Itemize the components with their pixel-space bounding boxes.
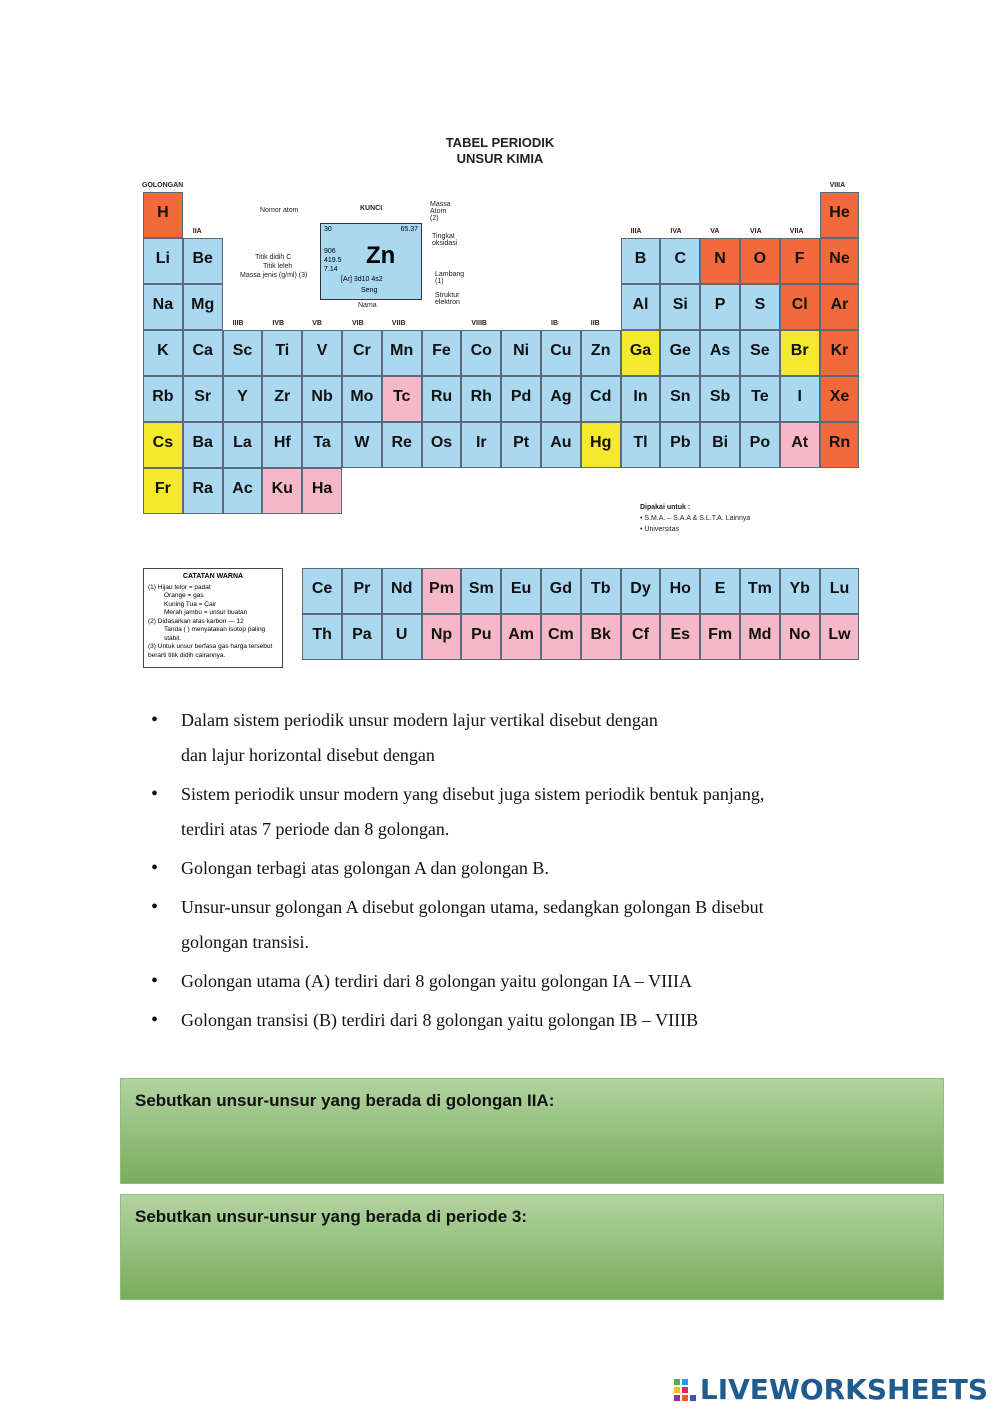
element-cell-ga	[621, 330, 661, 376]
element-symbol: Lu	[829, 580, 850, 597]
element-symbol: U	[395, 626, 408, 643]
element-cell-pb	[660, 422, 700, 468]
element-symbol: S	[754, 296, 766, 313]
element-cell-la	[223, 422, 263, 468]
element-symbol: Ha	[311, 480, 333, 497]
element-cell-yb	[780, 568, 820, 614]
element-symbol: Eu	[510, 580, 532, 597]
element-symbol: F	[794, 250, 805, 267]
element-symbol: K	[157, 342, 169, 359]
element-cell-lu	[820, 568, 860, 614]
element-cell-pu	[461, 614, 501, 660]
element-symbol: Pr	[353, 580, 371, 597]
element-symbol: Ta	[313, 434, 331, 451]
element-symbol: Pa	[352, 626, 372, 643]
element-symbol: Bi	[712, 434, 729, 451]
key-example-boiling: 906	[324, 248, 336, 255]
question-text: Sebutkan unsur-unsur yang berada di periode 3:	[135, 1207, 528, 1226]
bullet-text: terdiri atas 7 periode dan 8 golongan.	[181, 819, 450, 839]
element-cell-y	[223, 376, 263, 422]
usage-note: Dipakai untuk :	[640, 504, 691, 511]
table-title-line2: UNSUR KIMIA	[456, 151, 544, 166]
bullet-item	[145, 964, 865, 999]
element-cell-nd	[382, 568, 422, 614]
element-cell-sc	[223, 330, 263, 376]
group-label: IB	[551, 320, 558, 327]
group-label: IIA	[192, 228, 202, 235]
element-symbol: Th	[312, 626, 332, 643]
element-cell-si	[660, 284, 700, 330]
element-cell-au	[541, 422, 581, 468]
element-cell-hg	[581, 422, 621, 468]
element-cell-cr	[342, 330, 382, 376]
element-symbol: Yb	[789, 580, 810, 597]
element-cell-n	[700, 238, 740, 284]
element-symbol: Np	[430, 626, 453, 643]
legend-line: Merah jambu = unsur buatan	[164, 609, 248, 616]
element-cell-ac	[223, 468, 263, 514]
bullet-list	[145, 703, 865, 1042]
element-symbol: Sc	[232, 342, 253, 359]
legend-line: Kuning Tua = Cair	[164, 600, 217, 608]
legend-line: (1) Hijau telor = padat	[148, 583, 211, 591]
element-cell-np	[422, 614, 462, 660]
key-example-cell	[320, 223, 422, 300]
element-cell-eu	[501, 568, 541, 614]
element-symbol: Si	[672, 296, 688, 313]
bullet-text: dan lajur horizontal disebut dengan	[181, 745, 435, 765]
element-cell-cu	[541, 330, 581, 376]
group-label: IIIA	[630, 228, 642, 235]
element-cell-zn	[581, 330, 621, 376]
element-symbol: Cl	[791, 296, 808, 313]
element-cell-ti	[262, 330, 302, 376]
bullet-text: Sistem periodik unsur modern yang disebut juga sistem periodik bentuk panjang,	[181, 784, 765, 804]
element-symbol: Se	[750, 342, 770, 359]
element-cell-cs	[143, 422, 183, 468]
element-symbol: Kr	[830, 342, 849, 359]
element-cell-kr	[820, 330, 860, 376]
element-symbol: Y	[237, 388, 248, 405]
element-cell-be	[183, 238, 223, 284]
element-symbol: Li	[155, 250, 170, 267]
key-symbol-label: Lambang (1)	[435, 271, 465, 285]
bullet-item	[145, 851, 865, 886]
element-cell-rh	[461, 376, 501, 422]
element-symbol: Ba	[192, 434, 213, 451]
element-symbol: Sm	[468, 580, 494, 597]
element-symbol: Te	[751, 388, 769, 405]
element-cell-hf	[262, 422, 302, 468]
element-cell-ha	[302, 468, 342, 514]
answer-field-golongan-iia[interactable]	[135, 1117, 929, 1173]
bullet-text: Golongan terbagi atas golongan A dan golongan B.	[181, 858, 549, 878]
element-symbol: He	[829, 204, 850, 221]
element-cell-ru	[422, 376, 462, 422]
element-symbol: Tc	[392, 388, 411, 405]
element-symbol: Be	[192, 250, 213, 267]
element-cell-cf	[621, 614, 661, 660]
element-symbol: Bk	[590, 626, 611, 643]
element-symbol: Pb	[670, 434, 691, 451]
element-symbol: Ir	[475, 434, 487, 451]
key-example-density: 7.14	[324, 266, 338, 273]
legend-line: Orange = gas	[164, 592, 204, 599]
element-cell-bk	[581, 614, 621, 660]
element-symbol: P	[714, 296, 726, 313]
element-cell-cm	[541, 614, 581, 660]
element-cell-e	[700, 568, 740, 614]
element-symbol: Fm	[708, 626, 733, 643]
element-cell-as	[700, 330, 740, 376]
element-cell-f	[780, 238, 820, 284]
element-symbol: Cr	[353, 342, 371, 359]
usage-notes	[640, 502, 750, 535]
element-symbol: Hg	[590, 434, 612, 451]
key-name-label: Nama	[358, 302, 377, 309]
element-symbol: Rb	[152, 388, 174, 405]
element-symbol: Po	[749, 434, 771, 451]
key-example-number: 30	[324, 226, 332, 233]
legend-line: (2) Didasarkan atas karbon — 12	[148, 617, 244, 625]
element-symbol: Ni	[513, 342, 530, 359]
usage-note: • S.M.A. – S.A.A & S.L.T.A. Lainnya	[640, 515, 751, 522]
element-cell-ce	[302, 568, 342, 614]
element-cell-ge	[660, 330, 700, 376]
element-cell-li	[143, 238, 183, 284]
element-cell-v	[302, 330, 342, 376]
liveworksheets-brand	[674, 1373, 988, 1406]
bullet-text: Unsur-unsur golongan A disebut golongan utama, sedangkan golongan B disebut	[181, 897, 764, 917]
element-cell-es	[660, 614, 700, 660]
group-label: VIIB	[391, 320, 406, 327]
element-cell-no	[780, 614, 820, 660]
element-cell-xe	[820, 376, 860, 422]
element-cell-gd	[541, 568, 581, 614]
element-symbol: W	[354, 434, 370, 451]
bullet-item	[145, 1003, 865, 1038]
element-symbol: In	[633, 388, 648, 405]
element-symbol: Nd	[391, 580, 413, 597]
element-cell-ku	[262, 468, 302, 514]
group-label: VIIA	[789, 228, 804, 235]
element-symbol: Ti	[275, 342, 290, 359]
element-symbol: Pd	[510, 388, 532, 405]
element-symbol: Ho	[669, 580, 691, 597]
element-cell-ra	[183, 468, 223, 514]
bullet-item	[145, 703, 865, 773]
key-oxidation-label: Tingkat oksidasi	[432, 233, 458, 247]
element-symbol: Ku	[271, 480, 293, 497]
element-symbol: No	[789, 626, 811, 643]
element-symbol: Re	[391, 434, 412, 451]
key-melting-label: Titik leleh	[263, 263, 293, 270]
element-cell-fe	[422, 330, 462, 376]
group-label: VIA	[750, 228, 762, 235]
element-cell-os	[422, 422, 462, 468]
question-text: Sebutkan unsur-unsur yang berada di golongan IIA:	[135, 1091, 555, 1110]
color-legend	[143, 568, 283, 668]
element-cell-pr	[342, 568, 382, 614]
element-cell-in	[621, 376, 661, 422]
element-symbol: N	[714, 250, 726, 267]
group-label: VIIIB	[471, 320, 487, 327]
group-label: VIB	[352, 320, 364, 327]
element-symbol: Rh	[470, 388, 492, 405]
element-symbol: Mo	[350, 388, 374, 405]
element-symbol: B	[634, 250, 647, 267]
element-symbol: Na	[152, 296, 174, 313]
element-symbol: Al	[632, 296, 649, 313]
element-cell-ne	[820, 238, 860, 284]
element-cell-md	[740, 614, 780, 660]
element-cell-te	[740, 376, 780, 422]
element-symbol: O	[753, 250, 767, 267]
brand-text: LIVEWORKSHEETS	[699, 1373, 988, 1406]
element-symbol: Au	[550, 434, 572, 451]
element-cell-al	[621, 284, 661, 330]
element-cell-pt	[501, 422, 541, 468]
element-symbol: Am	[508, 626, 534, 643]
table-title-line1: TABEL PERIODIK	[445, 135, 555, 150]
element-symbol: Br	[790, 342, 809, 359]
element-cell-tc	[382, 376, 422, 422]
element-symbol: Os	[430, 434, 453, 451]
element-symbol: Sb	[709, 388, 731, 405]
element-symbol: Xe	[829, 388, 850, 405]
bullet-text: Golongan utama (A) terdiri dari 8 golongan yaitu golongan IA – VIIIA	[181, 971, 693, 991]
element-symbol: Mn	[390, 342, 414, 359]
element-symbol: Tm	[747, 580, 772, 597]
element-cell-fm	[700, 614, 740, 660]
element-symbol: Ac	[232, 480, 253, 497]
element-cell-re	[382, 422, 422, 468]
element-cell-rn	[820, 422, 860, 468]
element-symbol: Tl	[633, 434, 648, 451]
element-cell-br	[780, 330, 820, 376]
element-symbol: Tb	[590, 580, 611, 597]
key-example-name: Seng	[361, 287, 378, 294]
element-symbol: Ca	[192, 342, 213, 359]
element-cell-mo	[342, 376, 382, 422]
key-boiling-label: Titik didih C	[255, 254, 292, 261]
key-example-config: [Ar] 3d10 4s2	[341, 276, 383, 283]
element-symbol: Pu	[471, 626, 492, 643]
element-symbol: Md	[748, 626, 772, 643]
element-cell-at	[780, 422, 820, 468]
element-symbol: Ru	[430, 388, 453, 405]
answer-field-periode-3[interactable]	[135, 1233, 929, 1289]
element-cell-na	[143, 284, 183, 330]
element-cell-ni	[501, 330, 541, 376]
golongan-label: GOLONGAN	[142, 182, 184, 189]
element-cell-he	[820, 192, 860, 238]
element-cell-ar	[820, 284, 860, 330]
element-cell-fr	[143, 468, 183, 514]
bullet-text: Golongan transisi (B) terdiri dari 8 golongan yaitu golongan IB – VIIIB	[181, 1010, 699, 1030]
element-cell-ba	[183, 422, 223, 468]
element-symbol: Cm	[548, 626, 574, 643]
element-cell-pd	[501, 376, 541, 422]
element-symbol: C	[674, 250, 687, 267]
periodic-table-image	[140, 130, 860, 670]
element-cell-sm	[461, 568, 501, 614]
legend-line: (3) Untuk unsur berfasa gas harga tersebut berarti titik didih cairannya.	[148, 643, 273, 659]
element-cell-lw	[820, 614, 860, 660]
element-cell-rb	[143, 376, 183, 422]
element-cell-sn	[660, 376, 700, 422]
element-cell-pm	[422, 568, 462, 614]
bullet-item	[145, 890, 865, 960]
usage-note: • Universitas	[640, 526, 680, 533]
element-symbol: Zr	[274, 388, 291, 405]
element-cell-i	[780, 376, 820, 422]
element-symbol: Sn	[670, 388, 691, 405]
element-cell-o	[740, 238, 780, 284]
element-cell-tb	[581, 568, 621, 614]
element-symbol: Es	[670, 626, 691, 643]
element-cell-c	[660, 238, 700, 284]
legend-title: CATATAN WARNA	[182, 573, 244, 580]
bullet-item	[145, 777, 865, 847]
element-cell-sr	[183, 376, 223, 422]
element-cell-w	[342, 422, 382, 468]
element-cell-po	[740, 422, 780, 468]
group-label: VA	[710, 228, 720, 235]
element-cell-ag	[541, 376, 581, 422]
key-atomic-number-label: Nomor atom	[260, 207, 299, 214]
element-symbol: V	[316, 342, 328, 359]
group-label: IVA	[670, 228, 682, 235]
element-cell-ta	[302, 422, 342, 468]
element-cell-zr	[262, 376, 302, 422]
element-symbol: Ag	[550, 388, 572, 405]
element-cell-se	[740, 330, 780, 376]
element-symbol: Sr	[194, 388, 212, 405]
element-cell-bi	[700, 422, 740, 468]
key-example-melting: 419.5	[324, 257, 342, 264]
element-symbol: Ce	[311, 580, 333, 597]
element-cell-th	[302, 614, 342, 660]
element-symbol: Pm	[429, 580, 454, 597]
element-cell-tm	[740, 568, 780, 614]
element-cell-p	[700, 284, 740, 330]
element-cell-b	[621, 238, 661, 284]
element-cell-ir	[461, 422, 501, 468]
element-symbol: H	[157, 204, 169, 221]
element-cell-am	[501, 614, 541, 660]
element-symbol: Zn	[590, 342, 611, 359]
key-example-mass: 65.37	[400, 226, 418, 233]
element-cell-mn	[382, 330, 422, 376]
group-label: IIB	[590, 320, 600, 327]
element-cell-mg	[183, 284, 223, 330]
liveworksheets-logo-icon	[674, 1379, 696, 1401]
element-symbol: Co	[470, 342, 492, 359]
element-cell-cl	[780, 284, 820, 330]
element-symbol: As	[709, 342, 731, 359]
group-label: VB	[312, 320, 322, 327]
element-symbol: Dy	[630, 580, 651, 597]
element-cell-cd	[581, 376, 621, 422]
key-box	[240, 201, 465, 309]
element-cell-tl	[621, 422, 661, 468]
group-label: VIIIA	[829, 182, 846, 189]
key-electron-label: Struktur elektron	[435, 292, 460, 306]
element-cell-co	[461, 330, 501, 376]
element-cell-dy	[621, 568, 661, 614]
key-example-symbol: Zn	[366, 242, 396, 269]
element-cell-ho	[660, 568, 700, 614]
element-symbol: Ra	[192, 480, 213, 497]
element-symbol: Nb	[311, 388, 333, 405]
element-symbol: Fe	[432, 342, 451, 359]
element-symbol: Cd	[590, 388, 612, 405]
element-cell-pa	[342, 614, 382, 660]
legend-line: Tanda ( ) menyatakan isotop paling stabil.	[164, 626, 266, 642]
element-symbol: E	[714, 580, 726, 597]
key-atomic-mass-label: Massa Atom (2)	[430, 201, 451, 222]
bullet-text: Dalam sistem periodik unsur modern lajur vertikal disebut dengan	[181, 710, 658, 730]
question-box-periode-3	[120, 1194, 944, 1300]
element-symbol: Mg	[191, 296, 215, 313]
element-symbol: Ar	[830, 296, 849, 313]
element-cell-h	[143, 192, 183, 238]
element-symbol: At	[791, 434, 809, 451]
element-symbol: La	[233, 434, 252, 451]
element-cell-u	[382, 614, 422, 660]
element-cell-sb	[700, 376, 740, 422]
element-symbol: I	[797, 388, 802, 405]
group-label: IIIB	[232, 320, 244, 327]
element-symbol: Ge	[669, 342, 691, 359]
element-symbol: Gd	[549, 580, 572, 597]
key-density-label: Massa jenis (g/ml) (3)	[240, 272, 308, 279]
element-symbol: Fr	[154, 480, 171, 497]
element-cell-k	[143, 330, 183, 376]
question-box-golongan-iia	[120, 1078, 944, 1184]
element-symbol: Lw	[828, 626, 851, 643]
element-cell-s	[740, 284, 780, 330]
element-symbol: Pt	[513, 434, 530, 451]
element-symbol: Cf	[632, 626, 649, 643]
element-cell-ca	[183, 330, 223, 376]
key-title: KUNCI	[360, 205, 383, 212]
element-symbol: Cs	[152, 434, 174, 451]
element-symbol: Hf	[273, 434, 291, 451]
element-symbol: Ga	[629, 342, 652, 359]
element-cell-nb	[302, 376, 342, 422]
group-label: IVB	[272, 320, 285, 327]
element-symbol: Ne	[829, 250, 850, 267]
bullet-text: golongan transisi.	[181, 932, 309, 952]
element-symbol: Cu	[550, 342, 572, 359]
element-symbol: Rn	[828, 434, 851, 451]
